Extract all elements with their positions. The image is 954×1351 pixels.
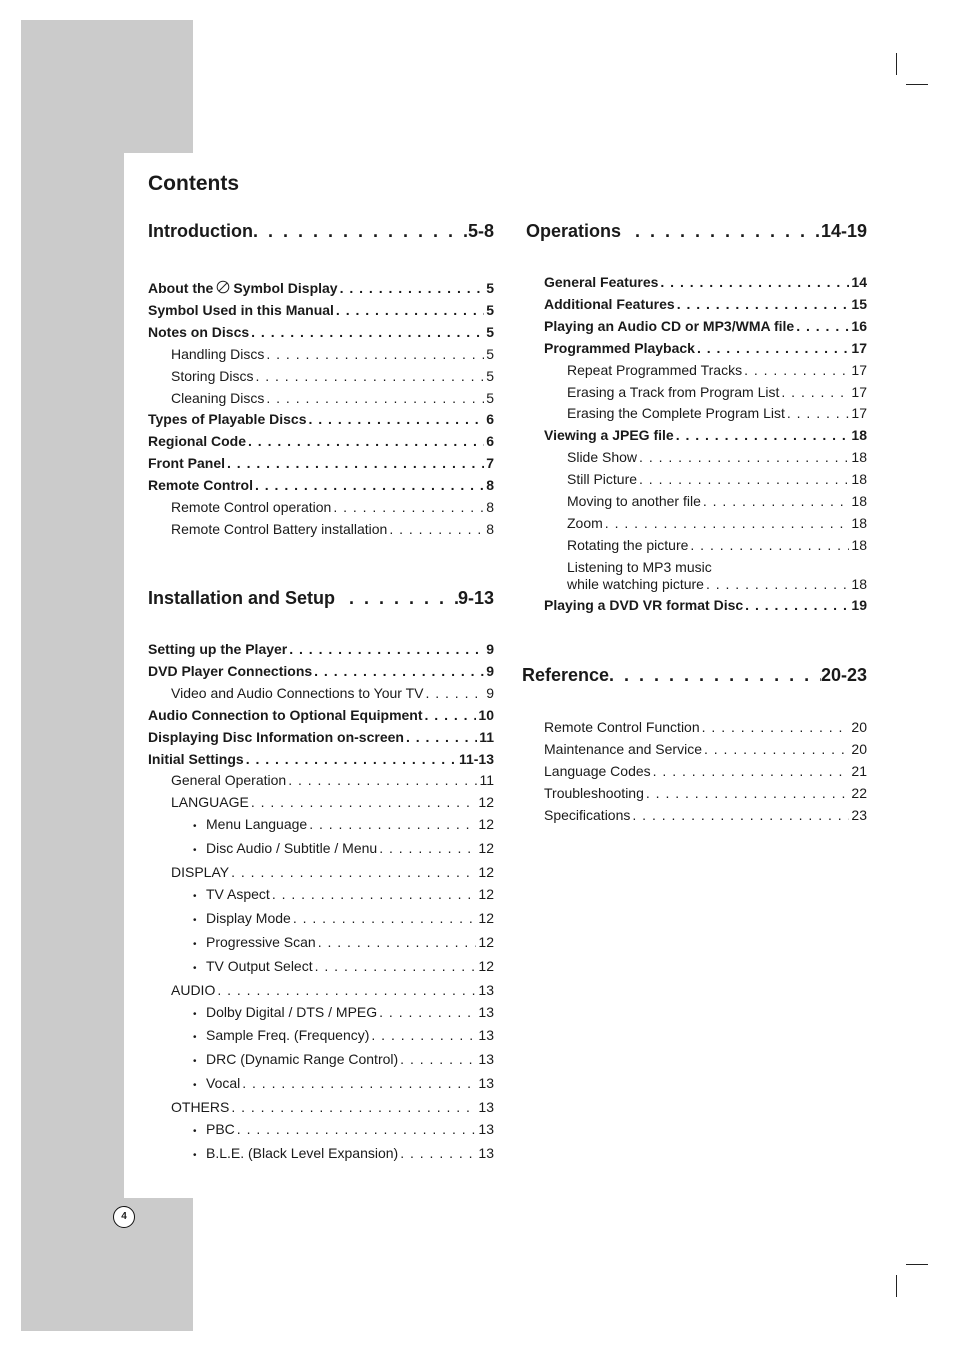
toc-entry[interactable]: Zoom . . . 18 (544, 513, 867, 535)
toc-entry[interactable]: Remote Control Function . . . 20 (544, 717, 867, 739)
dot-leader (349, 587, 458, 609)
dot-leader (635, 220, 821, 242)
toc-entry[interactable]: Handling Discs . . . 5 (148, 344, 494, 366)
toc-entry[interactable]: • PBC . . . 13 (148, 1119, 494, 1143)
section-heading[interactable] (522, 664, 867, 686)
toc-entry[interactable]: Erasing the Complete Program List . . . 17 (544, 403, 867, 425)
toc-entry[interactable]: General Operation . . . 11 (148, 770, 494, 792)
toc-entry[interactable]: Playing an Audio CD or MP3/WMA file . . . 16 (544, 316, 867, 338)
toc-entry[interactable]: General Features . . . 14 (544, 272, 867, 294)
toc-entry[interactable]: AUDIO . . . 13 (148, 980, 494, 1002)
toc-entry[interactable]: Cleaning Discs . . . 5 (148, 388, 494, 410)
toc-entry[interactable]: Remote Control Battery installation . . . 8 (148, 519, 494, 541)
section-heading-pages: 5-8 (467, 221, 494, 241)
dot-leader (340, 278, 485, 300)
section-heading[interactable] (148, 587, 494, 609)
toc-entry[interactable]: Front Panel . . . 7 (148, 453, 494, 475)
toc-entry[interactable]: Initial Settings . . . 11-13 (148, 749, 494, 771)
toc-entry[interactable]: Regional Code . . . 6 (148, 431, 494, 453)
toc-entry[interactable]: DVD Player Connections . . . 9 (148, 661, 494, 683)
toc-entry[interactable]: Notes on Discs . . . 5 (148, 322, 494, 344)
dot-leader (253, 220, 468, 242)
toc-entry[interactable]: Maintenance and Service . . . 20 (544, 739, 867, 761)
toc-entry[interactable]: OTHERS . . . 13 (148, 1097, 494, 1119)
toc-entry[interactable]: Setting up the Player . . . 9 (148, 639, 494, 661)
toc-entry[interactable]: Symbol Used in this Manual . . . 5 (148, 300, 494, 322)
toc-entry[interactable]: • B.L.E. (Black Level Expansion) . . . 13 (148, 1143, 494, 1167)
toc-entry[interactable]: Storing Discs . . . 5 (148, 366, 494, 388)
reference-entries (544, 717, 867, 827)
toc-entry[interactable]: • Dolby Digital / DTS / MPEG . . . 13 (148, 1002, 494, 1026)
toc-entry[interactable]: Moving to another file . . . 18 (544, 491, 867, 513)
toc-entry[interactable]: DISPLAY . . . 12 (148, 862, 494, 884)
toc-entry[interactable]: Slide Show . . . 18 (544, 447, 867, 469)
toc-entry-about-symbol[interactable]: About the Symbol Display . . . 5 (148, 278, 494, 300)
toc-entry[interactable]: Specifications . . . 23 (544, 805, 867, 827)
section-introduction (148, 220, 494, 242)
toc-entry[interactable]: Language Codes . . . 21 (544, 761, 867, 783)
toc-entry[interactable]: Playing a DVD VR format Disc . . . 19 (544, 595, 867, 617)
toc-entry[interactable]: Rotating the picture . . . 18 (544, 535, 867, 557)
gray-margin-left (21, 153, 124, 1198)
section-heading-pages: 14-19 (820, 221, 867, 241)
toc-entry[interactable]: Programmed Playback . . . 17 (544, 338, 867, 360)
section-heading-label: Introduction (148, 221, 253, 241)
toc-entry[interactable]: • DRC (Dynamic Range Control) . . . 13 (148, 1049, 494, 1073)
operations-entries (544, 272, 867, 617)
toc-entry[interactable]: LANGUAGE . . . 12 (148, 792, 494, 814)
page-number-badge: 4 (113, 1206, 135, 1228)
toc-entry[interactable]: Remote Control operation . . . 8 (148, 497, 494, 519)
toc-entry[interactable]: • Display Mode . . . 12 (148, 908, 494, 932)
toc-page: 5 (486, 280, 494, 296)
toc-entry[interactable]: • TV Output Select . . . 12 (148, 956, 494, 980)
toc-entry[interactable]: Viewing a JPEG file . . . 18 (544, 425, 867, 447)
toc-entry[interactable]: Displaying Disc Information on-screen . . . 11 (148, 727, 494, 749)
toc-entry[interactable]: Repeat Programmed Tracks . . . 17 (544, 360, 867, 382)
installation-entries (148, 639, 494, 1167)
toc-entry[interactable]: Types of Playable Discs . . . 6 (148, 409, 494, 431)
toc-entry[interactable]: Additional Features . . . 15 (544, 294, 867, 316)
toc-entry[interactable]: • Vocal . . . 13 (148, 1073, 494, 1097)
toc-entry[interactable]: • TV Aspect . . . 12 (148, 884, 494, 908)
introduction-entries (148, 278, 494, 541)
toc-entry[interactable]: • Progressive Scan . . . 12 (148, 932, 494, 956)
toc-entry[interactable]: Video and Audio Connections to Your TV . . . 9 (148, 683, 494, 705)
dot-leader (609, 664, 821, 686)
toc-entry[interactable]: Troubleshooting . . . 22 (544, 783, 867, 805)
toc-entry[interactable]: • Disc Audio / Subtitle / Menu . . . 12 (148, 838, 494, 862)
section-heading-label: Operations (526, 221, 622, 241)
section-operations (526, 220, 867, 242)
gray-margin-top (21, 20, 193, 153)
section-heading-label: Reference (522, 665, 610, 685)
toc-entry[interactable]: Remote Control . . . 8 (148, 475, 494, 497)
section-heading-pages: 20-23 (820, 665, 867, 685)
page-title: Contents (148, 172, 239, 195)
toc-entry[interactable]: Erasing a Track from Program List . . . 17 (544, 382, 867, 404)
toc-entry[interactable]: • Sample Freq. (Frequency) . . . 13 (148, 1025, 494, 1049)
prohibited-circle-icon (216, 280, 230, 294)
section-installation (148, 587, 494, 609)
section-heading-pages: 9-13 (457, 588, 494, 608)
toc-entry[interactable]: • Menu Language . . . 12 (148, 814, 494, 838)
crop-mark (896, 1275, 897, 1297)
section-reference (522, 664, 867, 686)
section-heading[interactable] (148, 220, 494, 242)
crop-mark (906, 84, 928, 85)
gray-margin-bottom (21, 1198, 193, 1331)
section-heading[interactable] (526, 220, 867, 242)
toc-entry[interactable]: Still Picture . . . 18 (544, 469, 867, 491)
section-heading-label: Installation and Setup (148, 588, 336, 608)
crop-mark (906, 1264, 928, 1265)
toc-entry[interactable]: Audio Connection to Optional Equipment . . . 10 (148, 705, 494, 727)
toc-entry[interactable]: Listening to MP3 music while watching picture . . . 18 (544, 557, 867, 595)
crop-mark (896, 53, 897, 75)
